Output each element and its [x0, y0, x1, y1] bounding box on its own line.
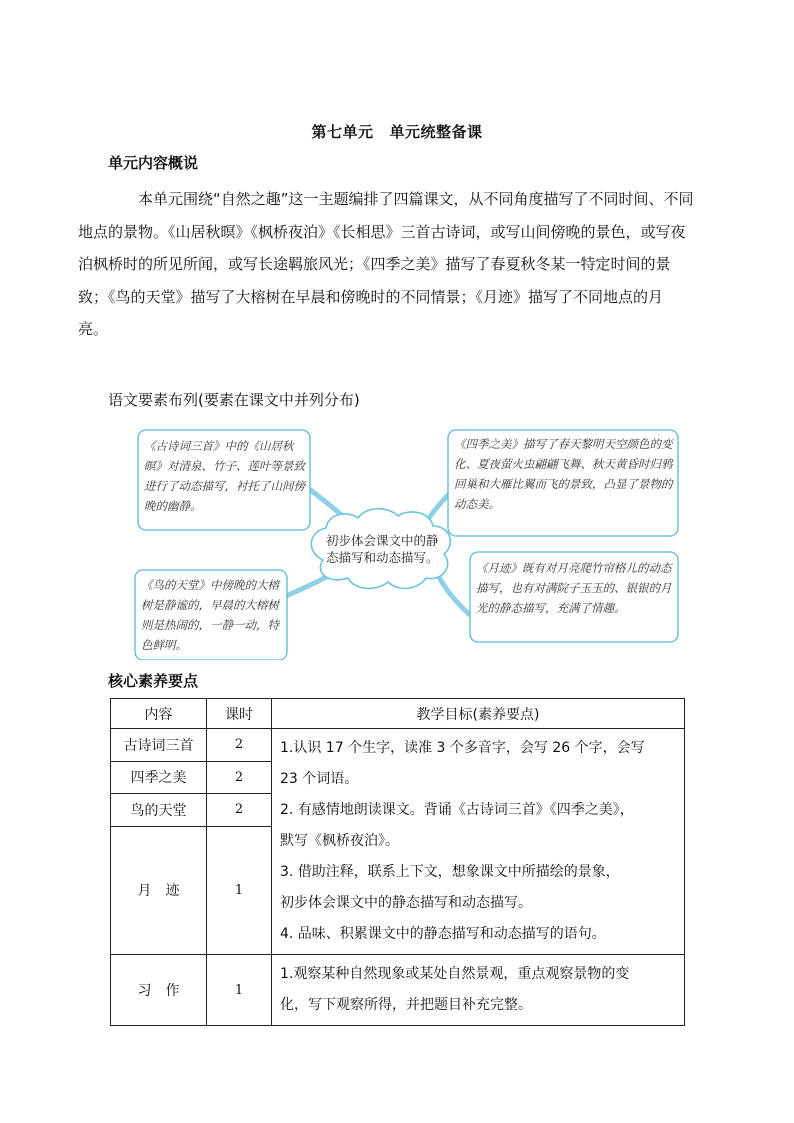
table-header-row [111, 699, 685, 729]
note-top-right: 《四季之美》描写了春天黎明天空颜色的变化、夏夜萤火虫翩翩飞舞、秋天黄昏时归鸦回巢和大雁比翼而飞的景致，凸显了景物的动态美。 [454, 437, 673, 511]
goal-line: 1.观察某种自然现象或某处自然景观，重点观察景物的变 [280, 966, 630, 982]
table-row [111, 955, 685, 1026]
section-heading-core: 核心素养要点 [108, 672, 199, 690]
core-literacy-table [110, 698, 685, 1026]
title-subject: 单元统整备课 [389, 123, 483, 141]
goal-line: 23 个词语。 [280, 771, 359, 787]
header-content: 内容 [111, 699, 207, 729]
row-name: 习 作 [111, 955, 207, 1026]
row-name: 鸟的天堂 [111, 794, 207, 827]
paragraph-line: 本单元围绕“自然之趣”这一主题编排了四篇课文，从不同角度描写了不同时间、不同 [138, 190, 694, 208]
section-heading-overview: 单元内容概说 [108, 154, 199, 172]
goal-line: 化，写下观察所得，并把题目补充完整。 [280, 997, 532, 1013]
page-title [0, 121, 794, 142]
goal-line: 3. 借助注释，联系上下文，想象课文中所描绘的景象， [280, 864, 620, 880]
title-unit: 第七单元 [311, 123, 374, 141]
paragraph-line: 亮。 [78, 320, 109, 338]
row-hours: 1 [207, 826, 272, 954]
note-bottom-left: 《鸟的天堂》中傍晚的大榕树是静谧的，早晨的大榕树则是热闹的，一静一动，特色鲜明。 [141, 578, 279, 652]
header-hours: 课时 [207, 699, 272, 729]
paragraph-line: 泊枫桥时的所见所闻，或写长途羁旅风光；《四季之美》描写了春夏秋冬某一特定时间的景 [78, 255, 671, 273]
section-heading-elements: 语文要素布列(要素在课文中并列分布) [108, 391, 360, 409]
paragraph-line: 致；《鸟的天堂》描写了大榕树在早晨和傍晚时的不同情景；《月迹》描写了不同地点的月 [78, 287, 664, 306]
row-hours: 1 [207, 955, 272, 1026]
note-top-left: 《古诗词三首》中的《山居秋暝》对清泉、竹子、莲叶等景致进行了动态描写，衬托了山间傍晚的幽静。 [144, 439, 305, 513]
goal-line: 初步体会课文中的静态描写和动态描写。 [280, 895, 532, 911]
overview-paragraph [78, 183, 720, 346]
table-row [111, 729, 685, 762]
connector-bottom-right [438, 575, 470, 615]
row-hours: 2 [207, 794, 272, 827]
row-name: 月 迹 [111, 826, 207, 954]
goal-line: 默写《枫桥夜泊》。 [280, 833, 399, 849]
row-goals [272, 729, 685, 955]
goal-line: 2. 有感情地朗读课文。背诵《古诗词三首》《四季之美》， [280, 802, 634, 818]
row-name: 四季之美 [111, 761, 207, 794]
row-goals [272, 955, 685, 1026]
paragraph-line: 地点的景物。《山居秋暝》《枫桥夜泊》《长相思》三首古诗词，或写山间傍晚的景色，或写夜 [78, 222, 686, 241]
header-goals: 教学目标(素养要点) [272, 699, 685, 729]
row-hours: 2 [207, 761, 272, 794]
row-hours: 2 [207, 729, 272, 762]
note-bottom-right: 《月迹》既有对月亮爬竹帘格儿的动态描写，也有对满院子玉玉的、银银的月光的静态描写，充满了情趣。 [476, 561, 672, 615]
element-diagram [108, 420, 683, 660]
goal-line: 1.认识 17 个生字，读准 3 个多音字，会写 26 个字，会写 [280, 740, 645, 756]
row-name: 古诗词三首 [111, 729, 207, 762]
center-cloud-text: 初步体会课文中的静态描写和动态描写。 [326, 533, 439, 565]
goal-line: 4. 品味、积累课文中的静态描写和动态描写的语句。 [280, 926, 606, 942]
